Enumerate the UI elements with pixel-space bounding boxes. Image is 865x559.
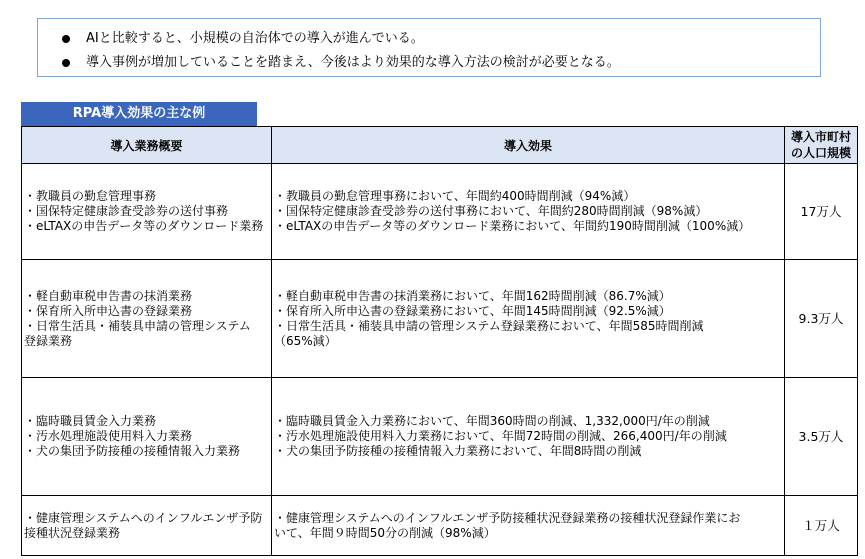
header-summary: 導入業務概要 (22, 127, 272, 164)
bullet-dot-icon (62, 59, 70, 67)
row-effects (272, 496, 785, 556)
effect-line: ・eLTAXの申告データ等のダウンロード業務において、年間約190時間削減（100%減） (274, 219, 751, 233)
summary-bullet-text: AIと比較すると、小規模の自治体での導入が進んでいる。 (86, 31, 424, 46)
task-line: 接種状況登録業務 (24, 525, 121, 540)
row-effects (272, 378, 785, 496)
header-population-line1: 導入市町村 (790, 130, 851, 144)
row-population: 3.5万人 (785, 378, 858, 496)
table-row (22, 164, 858, 260)
task-line: ・健康管理システムへのインフルエンザ予防 (24, 510, 263, 525)
effect-line: ・国保特定健康診査受診券の送付事務において、年間約280時間削減（98%減） (274, 204, 708, 218)
table-row (22, 496, 858, 556)
task-line: ・犬の集団予防接種の接種情報入力業務 (24, 444, 241, 458)
row-effects (272, 164, 785, 260)
table-row (22, 260, 858, 378)
effect-line: ・犬の集団予防接種の接種情報入力業務において、年間8時間の削減 (274, 444, 642, 458)
header-population (785, 127, 858, 164)
task-line: ・eLTAXの申告データ等のダウンロード業務 (24, 219, 264, 233)
task-line: ・軽自動車税申告書の抹消業務 (24, 288, 193, 303)
summary-bullet-text: 導入事例が増加していることを踏まえ、今後はより効果的な導入方法の検討が必要となる。 (86, 55, 620, 70)
row-tasks (22, 378, 272, 496)
effect-line: （65%減） (274, 333, 337, 348)
bullet-dot-icon (62, 35, 70, 43)
task-line: ・汚水処理施設使用料入力業務 (24, 429, 193, 443)
task-line: ・臨時職員賃金入力業務 (24, 414, 157, 428)
header-population-line2: の人口規模 (790, 146, 851, 160)
effect-line: ・日常生活具・補装具申請の管理システム登録業務において、年間585時間削減 (274, 318, 704, 333)
row-population: 17万人 (785, 164, 858, 260)
section-title: RPA導入効果の主な例 (21, 102, 257, 126)
effect-line: ・教職員の勤怠管理事務において、年間約400時間削減（94%減） (274, 189, 636, 203)
row-population: 9.3万人 (785, 260, 858, 378)
row-tasks (22, 260, 272, 378)
effect-line: ・保育所入所申込書の登録業務において、年間145時間削減（92.5%減） (274, 303, 671, 318)
task-line: ・日常生活具・補装具申請の管理システム (24, 318, 251, 333)
effect-line: ・汚水処理施設使用料入力業務において、年間72時間の削減、266,400円/年の削減 (274, 429, 727, 443)
effect-line: ・軽自動車税申告書の抹消業務において、年間162時間削減（86.7%減） (274, 288, 671, 303)
task-line: 登録業務 (24, 333, 73, 348)
effect-line: いて、年間９時間50分の削減（98%減） (274, 525, 496, 540)
effect-line: ・健康管理システムへのインフルエンザ予防接種状況登録業務の接種状況登録作業にお (274, 510, 741, 525)
row-tasks (22, 164, 272, 260)
row-tasks (22, 496, 272, 556)
task-line: ・教職員の勤怠管理事務 (24, 189, 157, 203)
row-effects (272, 260, 785, 378)
row-population: １万人 (785, 496, 858, 556)
rpa-effects-table (21, 126, 858, 556)
task-line: ・保育所入所申込書の登録業務 (24, 303, 193, 318)
table-row (22, 378, 858, 496)
header-effect: 導入効果 (272, 127, 785, 164)
effect-line: ・臨時職員賃金入力業務において、年間360時間の削減、1,332,000円/年の削減 (274, 414, 710, 428)
summary-box (37, 18, 821, 77)
table-header-row (22, 127, 858, 164)
task-line: ・国保特定健康診査受診券の送付事務 (24, 204, 229, 218)
